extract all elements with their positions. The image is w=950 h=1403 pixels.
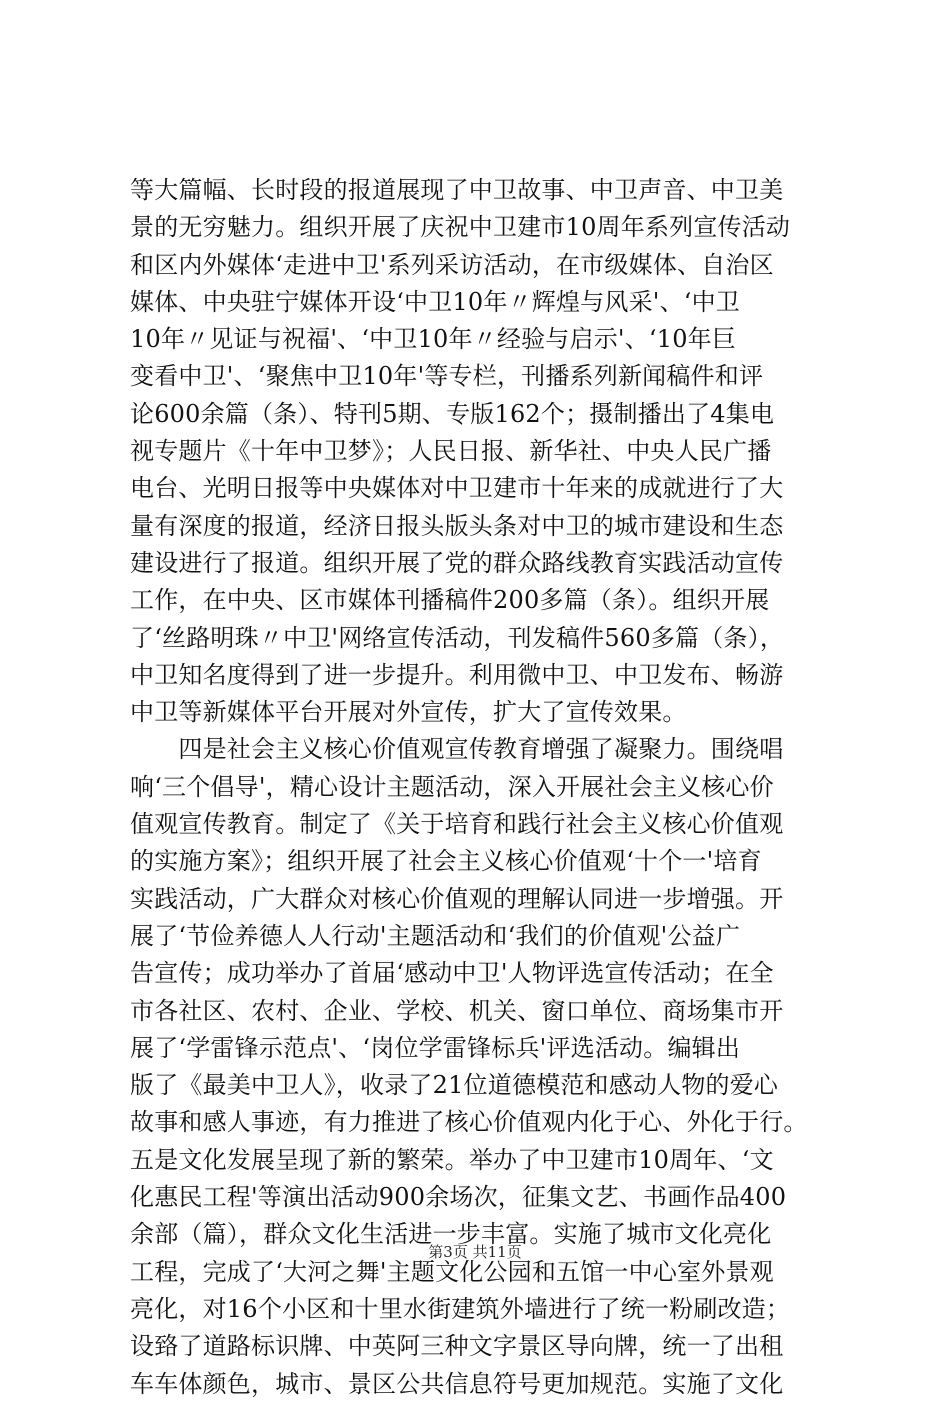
text-line: 展了‘节俭养德人人行动'主题活动和‘我们的价值观'公益广 — [130, 921, 741, 950]
text-line: 余部（篇），群众文化生活进一步丰富。实施了城市文化亮化 — [130, 1220, 772, 1249]
text-line: 和区内外媒体‘走进中卫'系列采访活动，在市级媒体、自治区 — [130, 250, 774, 279]
text-line: 中卫等新媒体平台开展对外宣传，扩大了宣传效果。 — [130, 698, 687, 727]
text-line: 响‘三个倡导'，精心设计主题活动，深入开展社会主义核心价 — [130, 772, 774, 801]
text-line: 亮化，对16个小区和十里水街建筑外墙进行了统一粉刷改造； — [130, 1294, 791, 1323]
text-line: 量有深度的报道，经济日报头版头条对中卫的城市建设和生态 — [130, 511, 784, 540]
text-line: 展了‘学雷锋示范点'、‘岗位学雷锋标兵'评选活动。编辑出 — [130, 1033, 741, 1062]
text-line: 建设进行了报道。组织开展了党的群众路线教育实践活动宣传 — [130, 548, 784, 577]
text-line: 的实施方案》；组织开展了社会主义核心价值观‘十个一'培育 — [130, 847, 762, 876]
text-line: 市各社区、农村、企业、学校、机关、窗口单位、商场集市开 — [130, 996, 784, 1025]
text-line: 景的无穷魅力。组织开展了庆祝中卫建市10周年系列宣传活动 — [130, 213, 791, 242]
text-line: 等大篇幅、长时段的报道展现了中卫故事、中卫声音、中卫美 — [130, 176, 784, 204]
text-line: 四是社会主义核心价值观宣传教育增强了凝聚力。围绕唱 — [130, 735, 784, 764]
page-number-footer: 第3页 共11页 — [428, 1243, 522, 1261]
text-line: 故事和感人事迹，有力推进了核心价值观内化于心、外化于行。 — [130, 1108, 808, 1137]
text-line: 五是文化发展呈现了新的繁荣。举办了中卫建市10周年、‘文 — [130, 1145, 774, 1174]
text-line: 工作，在中央、区市媒体刊播稿件200多篇（条）。组织开展 — [130, 586, 770, 615]
text-line: 视专题片《十年中卫梦》；人民日报、新华社、中央人民广播 — [130, 437, 772, 466]
text-line: 论600余篇（条）、特刊5期、专版162个；摄制播出了4集电 — [130, 399, 775, 428]
text-line: 设臵了道路标识牌、中英阿三种文字景区导向牌，统一了出租 — [130, 1332, 784, 1361]
text-line: 了‘丝路明珠〃中卫'网络宣传活动，刊发稿件560多篇（条）， — [130, 623, 785, 652]
text-line: 化惠民工程'等演出活动900余场次，征集文艺、书画作品400 — [130, 1183, 787, 1212]
text-line: 中卫知名度得到了进一步提升。利用微中卫、中卫发布、畅游 — [130, 660, 784, 689]
text-line: 车车体颜色，城市、景区公共信息符号更加规范。实施了文化 — [130, 1369, 784, 1398]
text-line: 实践活动，广大群众对核心价值观的理解认同进一步增强。开 — [130, 884, 784, 913]
text-line: 变看中卫'、‘聚焦中卫10年'等专栏，刊播系列新闻稿件和评 — [130, 362, 764, 391]
body-text — [130, 172, 850, 1403]
text-line: 值观宣传教育。制定了《关于培育和践行社会主义核心价值观 — [130, 810, 784, 839]
text-line: 电台、光明日报等中央媒体对中卫建市十年来的成就进行了大 — [130, 474, 784, 503]
text-line: 工程，完成了‘大河之舞'主题文化公园和五馆一中心室外景观 — [130, 1257, 774, 1286]
text-line: 媒体、中央驻宁媒体开设‘中卫10年〃辉煌与风采'、‘中卫 — [130, 287, 740, 316]
text-line: 版了《最美中卫人》，收录了21位道德模范和感动人物的爱心 — [130, 1071, 779, 1100]
text-line: 告宣传；成功举办了首届‘感动中卫'人物评选宣传活动；在全 — [130, 959, 774, 988]
text-line: 10年〃见证与祝福'、‘中卫10年〃经验与启示'、‘10年巨 — [130, 325, 737, 354]
